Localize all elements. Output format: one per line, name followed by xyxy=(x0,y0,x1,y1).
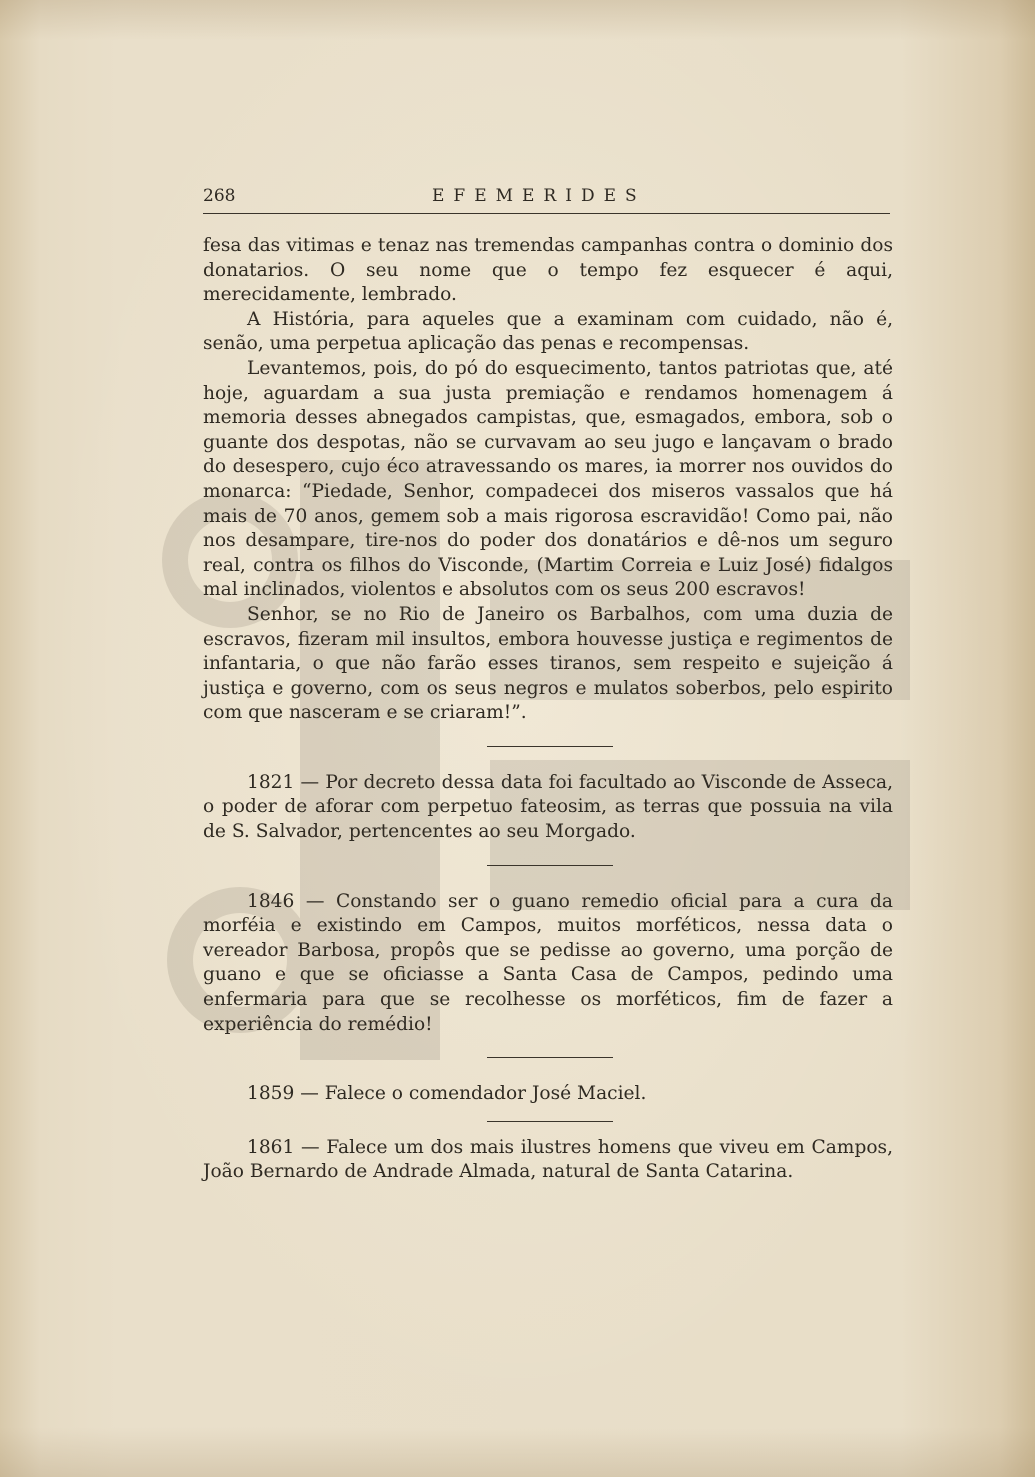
entry-1861: 1861 — Falece um dos mais ilustres homens que viveu em Campos, João Bernardo de Andrade Almada, natural de Santa Catarina. xyxy=(203,1136,893,1183)
paragraph: Levantemos, pois, do pó do esquecimento, tantos patriotas que, até hoje, aguardam a sua justa premiação e rendamos homenagem á memoria desses abnegados campistas, que, esmagados, embora, sob o guante dos despotas, não se curvavam ao seu jugo e lançavam o brado do desespero, cujo éco atravessando os mares, ia morrer nos ouvidos do monarca: “Piedade, Senhor, compadecei dos miseros vassalos que há mais de 70 anos, gemem sob a mais rigorosa escravidão! Como pai, não nos desampare, tire-nos do poder dos donatários e dê-nos um seguro real, contra os filhos do Visconde, (Martim Correia e Luiz José) fidalgos mal inclinados, violentos e absolutos com os seus 200 escravos! xyxy=(203,357,893,601)
paragraph: A História, para aqueles que a examinam com cuidado, não é, senão, uma perpetua aplicação das penas e recompensas. xyxy=(203,308,893,355)
entry-1821: 1821 — Por decreto dessa data foi facultado ao Visconde de Asseca, o poder de aforar com perpetuo fateosim, as terras que possuia na vila de S. Salvador, pertencentes ao seu Morgado. xyxy=(203,771,893,843)
page-number: 268 xyxy=(203,186,236,206)
running-title: EFEMERIDES xyxy=(432,186,646,206)
paragraph: Senhor, se no Rio de Janeiro os Barbalhos, com uma duzia de escravos, fizeram mil insultos, embora houvesse justiça e regimentos de infantaria, o que não farão esses tiranos, sem respeito e sujeição á justiça e governo, com os seus negros e mulatos soberbos, pelo espirito com que nasceram e se criaram!”. xyxy=(203,603,893,724)
paragraph-continued: fesa das vitimas e tenaz nas tremendas campanhas contra o dominio dos donatarios. O seu nome que o tempo fez esquecer é aqui, merecidamente, lembrado. xyxy=(203,235,893,306)
entry-1859: 1859 — Falece o comendador José Maciel. xyxy=(247,1083,647,1105)
page-edge-shadow-bottom xyxy=(0,1427,1035,1477)
running-header xyxy=(203,186,890,214)
page-edge-shadow-top xyxy=(0,0,1035,40)
entry-1846: 1846 — Constando ser o guano remedio oficial para a cura da morféia e existindo em Campos, muitos morféticos, nessa data o vereador Barbosa, propôs que se pedisse ao governo, uma porção de guano e que se oficiasse a Santa Casa de Campos, pedindo uma enfermaria para que se recolhesse os morféticos, fim de fazer a experiência do remédio! xyxy=(203,890,893,1035)
body-text xyxy=(203,234,893,1185)
